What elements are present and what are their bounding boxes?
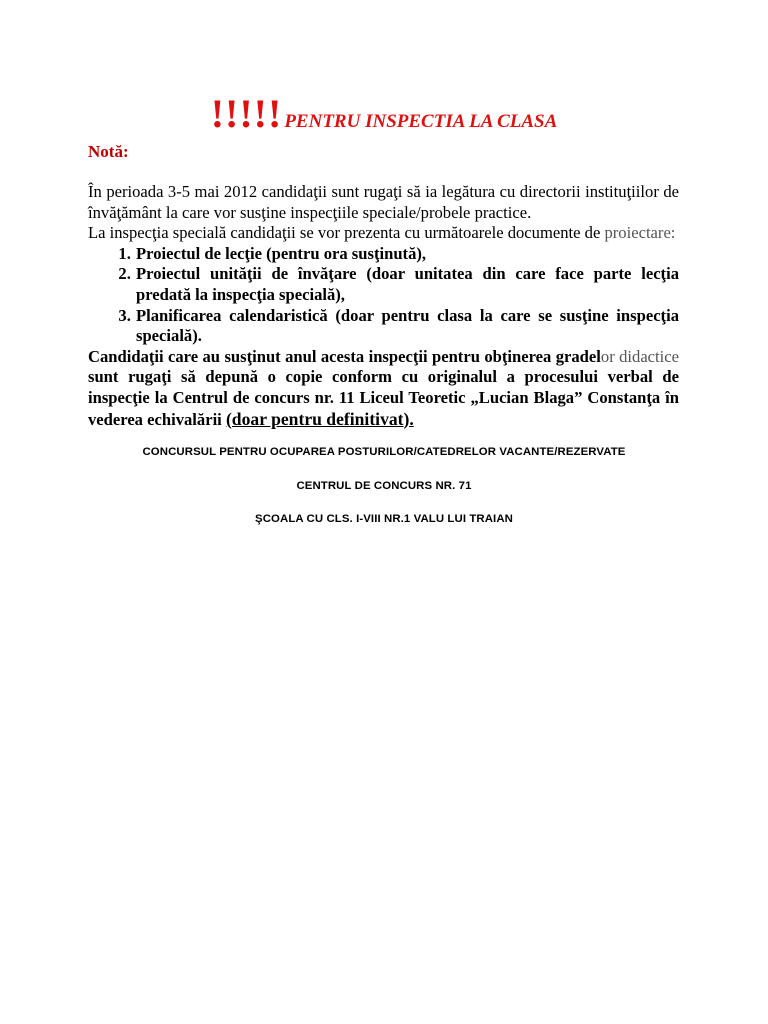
school-heading: ŞCOALA CU CLS. I-VIII NR.1 VALU LUI TRAIAN <box>255 513 513 525</box>
paragraph-documents-end: proiectare: <box>604 223 676 243</box>
paragraph-equivalence-rest: sunt rugaţi să depună o copie conform cu originalul a procesului verbal de inspecţie la Centrul de concurs nr. 11 Liceul Teoretic „Lucian Blaga” Constanţa în vederea echivalării <box>88 367 679 429</box>
page-title <box>0 91 768 136</box>
paragraph-documents-text: La inspecţia specială candidaţii se vor prezenta cu următoarele documente de <box>88 223 601 243</box>
documents-list <box>88 244 679 347</box>
title-text: PENTRU INSPECTIA LA CLASA <box>284 111 558 132</box>
definitivat-note: (doar pentru definitivat). <box>225 408 414 429</box>
list-item: 1. Proiectul de lecţie (pentru ora susţinută), <box>135 244 679 265</box>
competition-heading: CONCURSUL PENTRU OCUPAREA POSTURILOR/CATEDRELOR VACANTE/REZERVATE <box>142 446 626 458</box>
nota-label: Notă: <box>88 142 129 161</box>
paragraph-contact-directors: În perioada 3-5 mai 2012 candidaţii sunt rugaţi să ia legătura cu directorii instituţiilor de învăţământ la care vor susţine inspecţiile speciale/probele practice. <box>88 182 679 222</box>
list-item: 2. Proiectul unităţii de învăţare (doar unitatea din care face parte lecţia predată la inspecţia specială), <box>135 264 679 305</box>
paragraph-documents-intro <box>88 223 679 244</box>
paragraph-equivalence <box>88 347 679 430</box>
list-item: 3. Planificarea calendaristică (doar pentru clasa la care se susţine inspecţia specială). <box>135 306 679 347</box>
paragraph-equivalence-grey: or didactice <box>600 346 679 366</box>
paragraph-equivalence-start: Candidaţii care au susţinut anul acesta inspecţii pentru obţinerea gradel <box>88 346 601 366</box>
exclamation-marks: !!!!! <box>210 91 283 136</box>
center-heading: CENTRUL DE CONCURS NR. 71 <box>296 480 472 492</box>
document-body <box>88 182 679 430</box>
